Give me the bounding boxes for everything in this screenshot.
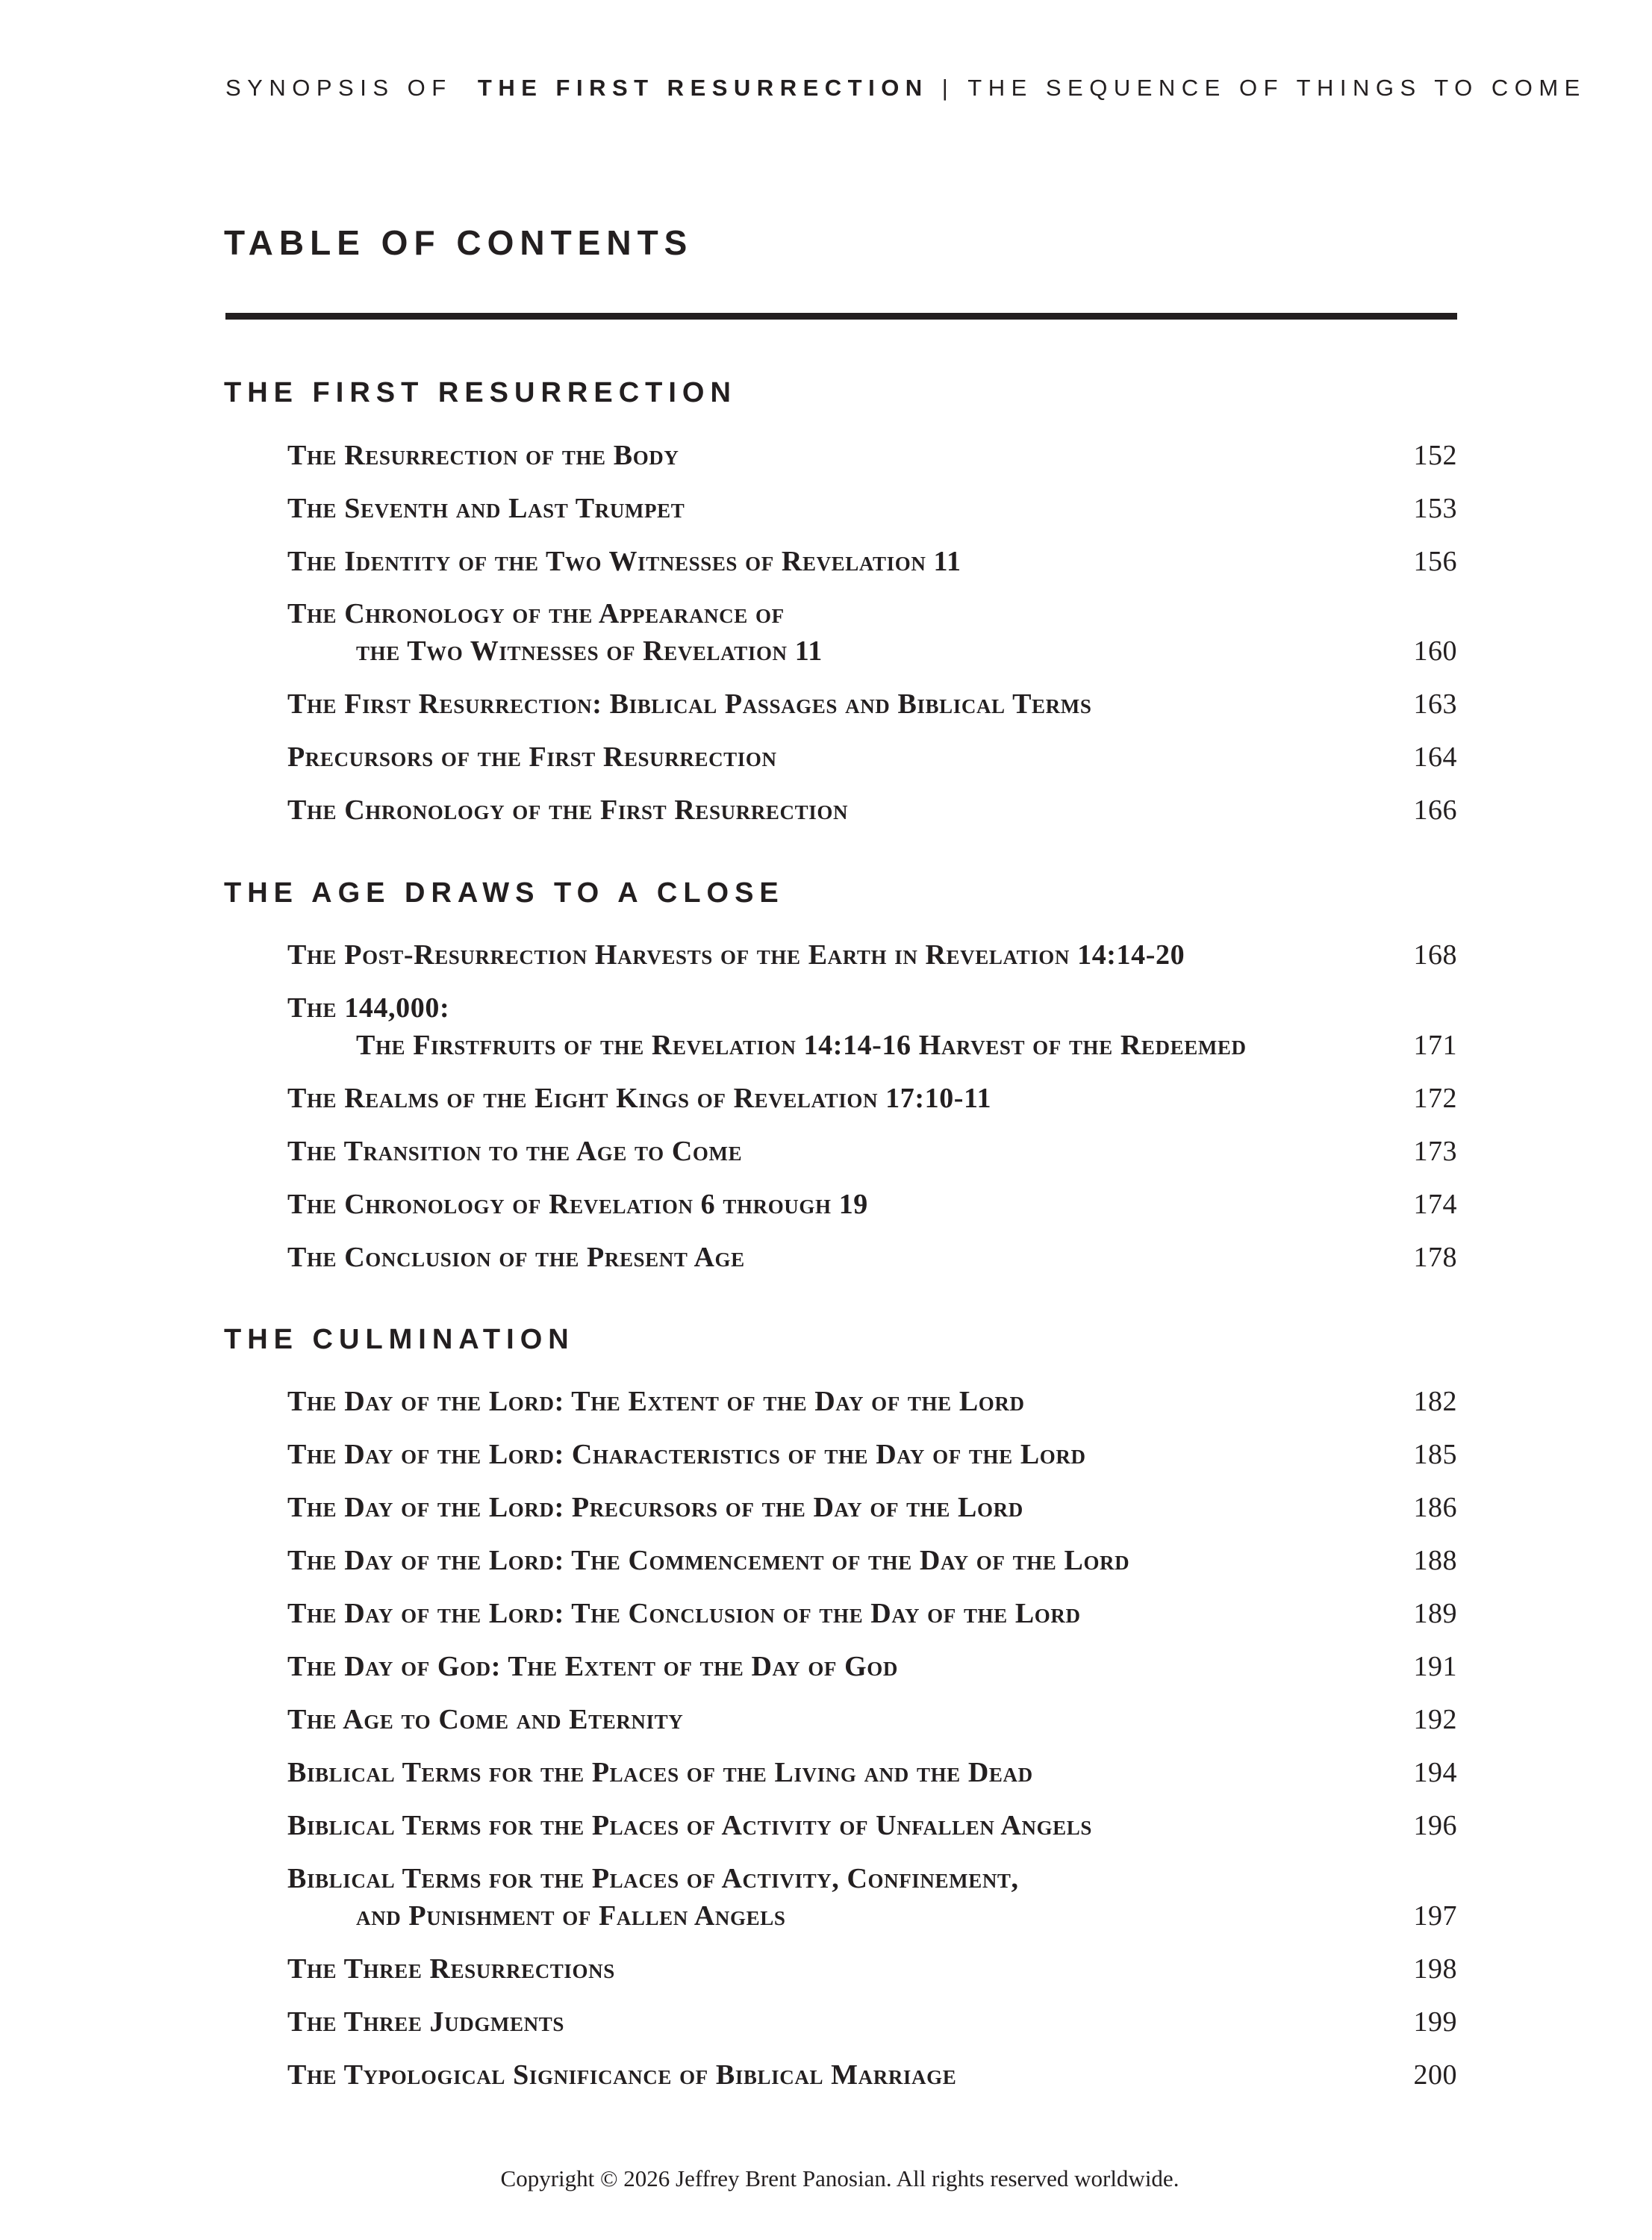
toc-entry-title: The Three Judgments bbox=[287, 2006, 564, 2038]
toc-entry-page: 174 bbox=[1413, 1189, 1457, 1220]
toc-entry-title: The First Resurrection: Biblical Passages and Biblical Terms bbox=[287, 688, 1092, 720]
toc-entry-page: 164 bbox=[1413, 741, 1457, 773]
toc-entry-title: The Resurrection of the Body bbox=[287, 440, 679, 471]
toc-entry-title: The 144,000: bbox=[287, 992, 450, 1024]
toc-entry[interactable] bbox=[287, 1383, 1457, 1420]
toc-entry[interactable] bbox=[287, 1542, 1457, 1579]
toc-entry-title: The Three Resurrections bbox=[287, 1953, 615, 1985]
running-header-subtitle: THE SEQUENCE OF THINGS TO COME bbox=[967, 75, 1586, 101]
toc-entry-page: 152 bbox=[1413, 440, 1457, 471]
running-header-prefix: SYNOPSIS OF bbox=[225, 75, 452, 101]
toc-entry-title-continued: The Firstfruits of the Revelation 14:14-16 Harvest of the Redeemed bbox=[356, 1030, 1247, 1061]
toc-entry-page: 194 bbox=[1413, 1757, 1457, 1788]
running-header-book-title: THE FIRST RESURRECTION bbox=[477, 75, 929, 101]
toc-entry[interactable] bbox=[287, 791, 1457, 829]
toc-entry-page: 172 bbox=[1413, 1083, 1457, 1114]
toc-entry-page: 191 bbox=[1413, 1651, 1457, 1682]
toc-entry[interactable] bbox=[287, 685, 1457, 723]
toc-entry-title: Biblical Terms for the Places of Activity, Confinement, bbox=[287, 1863, 1019, 1894]
toc-entry[interactable] bbox=[287, 1860, 1457, 1935]
toc-entry-page: 156 bbox=[1413, 546, 1457, 577]
toc-entry[interactable] bbox=[287, 2003, 1457, 2041]
toc-entry-title: The Age to Come and Eternity bbox=[287, 1704, 684, 1735]
toc-entry[interactable] bbox=[287, 595, 1457, 670]
toc-entry-page: 171 bbox=[1413, 1030, 1457, 1061]
running-header-separator: | bbox=[941, 75, 955, 101]
toc-entry-page: 173 bbox=[1413, 1136, 1457, 1167]
copyright-notice: Copyright © 2026 Jeffrey Brent Panosian. All rights reserved worldwide. bbox=[500, 2165, 1179, 2191]
toc-entry-page: 186 bbox=[1413, 1492, 1457, 1523]
toc-entry[interactable] bbox=[287, 1080, 1457, 1117]
toc-entry[interactable] bbox=[287, 738, 1457, 776]
toc-entry[interactable] bbox=[287, 1701, 1457, 1738]
toc-entry[interactable] bbox=[287, 1489, 1457, 1526]
toc-entry-title: The Day of the Lord: The Extent of the Day of the Lord bbox=[287, 1386, 1025, 1417]
toc-entry-title: The Day of the Lord: The Conclusion of the Day of the Lord bbox=[287, 1598, 1081, 1629]
page-title: TABLE OF CONTENTS bbox=[224, 223, 693, 262]
toc-entry-title: The Conclusion of the Present Age bbox=[287, 1242, 745, 1273]
toc-entry-title-continued: the Two Witnesses of Revelation 11 bbox=[356, 635, 823, 667]
toc-entry-page: 197 bbox=[1413, 1900, 1457, 1932]
section-heading: THE FIRST RESURRECTION bbox=[224, 377, 737, 408]
toc-entry-title: The Identity of the Two Witnesses of Revelation 11 bbox=[287, 546, 961, 577]
toc-entry-page: 185 bbox=[1413, 1439, 1457, 1470]
toc-entry-title: The Transition to the Age to Come bbox=[287, 1136, 743, 1167]
toc-entry[interactable] bbox=[287, 1239, 1457, 1276]
toc-entry-title-continued: and Punishment of Fallen Angels bbox=[356, 1900, 786, 1932]
toc-entry[interactable] bbox=[287, 1595, 1457, 1632]
toc-entry-title: The Seventh and Last Trumpet bbox=[287, 493, 685, 524]
toc-entry-page: 189 bbox=[1413, 1598, 1457, 1629]
toc-entry-page: 188 bbox=[1413, 1545, 1457, 1576]
toc-entry-page: 182 bbox=[1413, 1386, 1457, 1417]
toc-entry[interactable] bbox=[287, 490, 1457, 527]
toc-entry[interactable] bbox=[287, 1754, 1457, 1791]
toc-entry[interactable] bbox=[287, 2056, 1457, 2094]
toc-entry-title: The Chronology of the Appearance of bbox=[287, 598, 785, 629]
toc-entry-title: The Day of the Lord: Characteristics of the Day of the Lord bbox=[287, 1439, 1086, 1470]
running-header bbox=[225, 75, 1586, 102]
toc-entry[interactable] bbox=[287, 543, 1457, 580]
toc-entry-title: The Post-Resurrection Harvests of the Earth in Revelation 14:14-20 bbox=[287, 939, 1185, 971]
toc-entry[interactable] bbox=[287, 1186, 1457, 1223]
toc-entry-page: 163 bbox=[1413, 688, 1457, 720]
toc-entry-page: 199 bbox=[1413, 2006, 1457, 2038]
toc-entry-title: Precursors of the First Resurrection bbox=[287, 741, 777, 773]
section-heading: THE CULMINATION bbox=[224, 1324, 575, 1355]
toc-entry-page: 160 bbox=[1413, 635, 1457, 667]
toc-entry-title: The Chronology of the First Resurrection bbox=[287, 794, 849, 826]
toc-entry[interactable] bbox=[287, 1436, 1457, 1473]
toc-entry-title: The Realms of the Eight Kings of Revelation 17:10-11 bbox=[287, 1083, 992, 1114]
toc-entry-title: Biblical Terms for the Places of the Living and the Dead bbox=[287, 1757, 1033, 1788]
title-rule bbox=[225, 313, 1457, 320]
toc-entry-page: 168 bbox=[1413, 939, 1457, 971]
toc-entry-title: Biblical Terms for the Places of Activity of Unfallen Angels bbox=[287, 1810, 1092, 1841]
toc-entry[interactable] bbox=[287, 1807, 1457, 1844]
toc-entry-page: 196 bbox=[1413, 1810, 1457, 1841]
toc-entry-title: The Typological Significance of Biblical Marriage bbox=[287, 2059, 957, 2091]
toc-entry[interactable] bbox=[287, 1648, 1457, 1685]
toc-entry-page: 166 bbox=[1413, 794, 1457, 826]
toc-entry[interactable] bbox=[287, 989, 1457, 1064]
toc-entry[interactable] bbox=[287, 1133, 1457, 1170]
toc-entry-title: The Day of God: The Extent of the Day of God bbox=[287, 1651, 898, 1682]
toc-entry-page: 192 bbox=[1413, 1704, 1457, 1735]
toc-entry-page: 153 bbox=[1413, 493, 1457, 524]
toc-entry[interactable] bbox=[287, 437, 1457, 474]
toc-entry-page: 198 bbox=[1413, 1953, 1457, 1985]
toc-entry-page: 178 bbox=[1413, 1242, 1457, 1273]
toc-entry-title: The Day of the Lord: Precursors of the Day of the Lord bbox=[287, 1492, 1023, 1523]
toc-entry[interactable] bbox=[287, 1950, 1457, 1988]
toc-entry-title: The Day of the Lord: The Commencement of the Day of the Lord bbox=[287, 1545, 1130, 1576]
toc-entry-title: The Chronology of Revelation 6 through 19 bbox=[287, 1189, 868, 1220]
toc-entry-page: 200 bbox=[1413, 2059, 1457, 2091]
toc-entry[interactable] bbox=[287, 936, 1457, 974]
section-heading: THE AGE DRAWS TO A CLOSE bbox=[224, 877, 785, 909]
